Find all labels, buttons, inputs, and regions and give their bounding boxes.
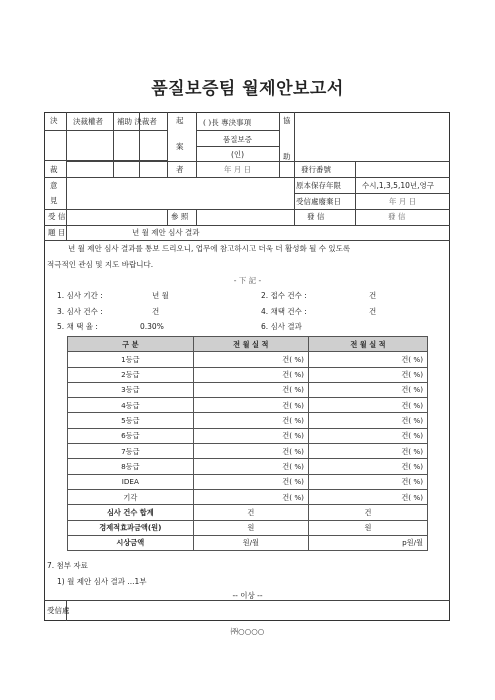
row-label: 3등급 bbox=[68, 382, 194, 397]
row-prev: 건( %) bbox=[193, 398, 308, 413]
sum-curr: 원 bbox=[308, 520, 427, 535]
sum-label: 경제적효과금액(원) bbox=[68, 520, 194, 535]
attachments-heading: 7. 첨부 자료 bbox=[47, 561, 88, 570]
rule bbox=[196, 209, 197, 225]
recipients-label: 受信處 bbox=[47, 606, 70, 615]
table-header-row bbox=[68, 337, 428, 352]
approval-gyeol-char: 決 bbox=[50, 116, 58, 125]
row-label: 1등급 bbox=[68, 352, 194, 367]
table-row bbox=[68, 413, 428, 428]
receipt-disposal-label: 受信處廢棄日 bbox=[296, 197, 341, 206]
row-curr: 건( %) bbox=[308, 474, 427, 489]
row-label: 7등급 bbox=[68, 444, 194, 459]
draft-date-placeholder: 年 月 日 bbox=[223, 165, 252, 174]
row-prev: 건( %) bbox=[193, 489, 308, 504]
receipt-disposal-date: 年 月 日 bbox=[388, 197, 417, 206]
subject-value: 년 월 제안 심사 결과 bbox=[132, 228, 200, 237]
table-row bbox=[68, 367, 428, 382]
rule bbox=[196, 146, 279, 147]
rule bbox=[167, 209, 168, 225]
rule bbox=[66, 112, 67, 240]
received-count-value: 건 bbox=[369, 291, 377, 300]
row-curr: 건( %) bbox=[308, 413, 427, 428]
rule bbox=[196, 130, 279, 131]
row-curr: 건( %) bbox=[308, 398, 427, 413]
company-footer: ㈜○○○○ bbox=[230, 627, 265, 636]
retention-period-value: 수시,1,3,5,10년,영구 bbox=[362, 181, 435, 190]
received-count-label: 2. 접수 건수 : bbox=[261, 291, 307, 300]
sum-row-economic-effect bbox=[68, 520, 428, 535]
row-prev: 건( %) bbox=[193, 367, 308, 382]
rule bbox=[44, 600, 450, 601]
rule bbox=[167, 112, 168, 177]
adoption-rate-value: 0.30% bbox=[140, 322, 164, 331]
rule bbox=[279, 112, 280, 177]
row-curr: 건( %) bbox=[308, 489, 427, 504]
row-prev: 건( %) bbox=[193, 352, 308, 367]
table-row bbox=[68, 489, 428, 504]
table-row bbox=[68, 459, 428, 474]
header-prev-month-2: 전 월 실 적 bbox=[308, 337, 427, 352]
row-label: 4등급 bbox=[68, 398, 194, 413]
rule bbox=[66, 161, 450, 162]
rule bbox=[355, 161, 356, 225]
row-curr: 건( %) bbox=[308, 459, 427, 474]
table-row bbox=[68, 352, 428, 367]
rule bbox=[44, 177, 450, 178]
approval-assistant-label: 補助 決裁者 bbox=[117, 117, 157, 126]
reviewed-count-value: 건 bbox=[152, 307, 160, 316]
dept-delegation-line: ( )長 專決事項 bbox=[203, 118, 252, 127]
cooperation-jo-char: 助 bbox=[283, 152, 291, 161]
row-label: 기각 bbox=[68, 489, 194, 504]
drafter-gi-char: 起 bbox=[176, 116, 184, 125]
review-results-table bbox=[67, 336, 428, 551]
reference-label: 參 照 bbox=[171, 212, 189, 221]
end-marker: -- 이상 -- bbox=[232, 591, 263, 600]
row-label: 5등급 bbox=[68, 413, 194, 428]
row-label: IDEA bbox=[68, 474, 194, 489]
row-prev: 건( %) bbox=[193, 459, 308, 474]
adoption-rate-label: 5. 채 택 율 : bbox=[57, 322, 98, 331]
rule bbox=[294, 112, 295, 225]
cooperation-hyeop-char: 協 bbox=[283, 116, 291, 125]
row-curr: 건( %) bbox=[308, 444, 427, 459]
sum-label: 시상금액 bbox=[68, 535, 194, 550]
receive-label: 受 信 bbox=[48, 212, 66, 221]
approval-jae-char: 裁 bbox=[50, 165, 58, 174]
row-curr: 건( %) bbox=[308, 382, 427, 397]
opinion-eui-char: 意 bbox=[50, 181, 58, 190]
table-row bbox=[68, 382, 428, 397]
retention-period-label: 原本保存年限 bbox=[296, 181, 341, 190]
approval-authority-label: 決裁權者 bbox=[73, 117, 103, 126]
sum-prev: 원 bbox=[193, 520, 308, 535]
row-label: 2등급 bbox=[68, 367, 194, 382]
drafter-ja-char: 者 bbox=[176, 165, 184, 174]
subject-label: 題 目 bbox=[48, 228, 66, 237]
sum-prev: 원/월 bbox=[193, 535, 308, 550]
rule bbox=[44, 240, 450, 241]
send-value: 發 信 bbox=[388, 212, 406, 221]
header-category: 구 분 bbox=[68, 337, 194, 352]
intro-line-2: 적극적인 관심 및 지도 바랍니다. bbox=[47, 260, 154, 269]
rule bbox=[44, 225, 450, 226]
document-title: 품질보증팀 월제안보고서 bbox=[151, 79, 344, 99]
sum-curr: 건 bbox=[308, 505, 427, 520]
row-prev: 건( %) bbox=[193, 428, 308, 443]
dept-name: 품질보증 bbox=[223, 135, 252, 144]
adopted-count-label: 4. 채택 건수 : bbox=[261, 307, 307, 316]
row-label: 8등급 bbox=[68, 459, 194, 474]
sum-row-total-reviews bbox=[68, 505, 428, 520]
row-label: 6등급 bbox=[68, 428, 194, 443]
intro-line-1: 년 월 제안 심사 결과를 통보 드리오니, 업무에 참고하시고 더욱 더 활성화 될 수 있도록 bbox=[68, 244, 351, 253]
rule bbox=[294, 193, 450, 194]
row-curr: 건( %) bbox=[308, 367, 427, 382]
table-row bbox=[68, 474, 428, 489]
row-curr: 건( %) bbox=[308, 352, 427, 367]
sum-curr: p원/월 bbox=[308, 535, 427, 550]
below-marker: - 下 記 - bbox=[233, 276, 262, 285]
opinion-gyeon-char: 見 bbox=[50, 196, 58, 205]
header-prev-month: 전 월 실 적 bbox=[193, 337, 308, 352]
row-prev: 건( %) bbox=[193, 444, 308, 459]
table-row bbox=[68, 398, 428, 413]
reviewed-count-label: 3. 심사 건수 : bbox=[57, 307, 103, 316]
adopted-count-value: 건 bbox=[369, 307, 377, 316]
row-curr: 건( %) bbox=[308, 428, 427, 443]
row-prev: 건( %) bbox=[193, 474, 308, 489]
sum-label: 심사 건수 합계 bbox=[68, 505, 194, 520]
issue-number-label: 發行番號 bbox=[301, 165, 331, 174]
review-result-label: 6. 심사 결과 bbox=[261, 322, 302, 331]
row-prev: 건( %) bbox=[193, 382, 308, 397]
rule bbox=[44, 209, 450, 210]
row-prev: 건( %) bbox=[193, 413, 308, 428]
sum-row-award-amount bbox=[68, 535, 428, 550]
review-period-value: 년 월 bbox=[152, 291, 169, 300]
rule bbox=[113, 112, 114, 177]
seal-placeholder: (인) bbox=[230, 150, 245, 159]
table-row bbox=[68, 428, 428, 443]
sum-prev: 건 bbox=[193, 505, 308, 520]
attachment-item-1: 1) 월 제안 심사 결과 ...1부 bbox=[57, 577, 147, 586]
drafter-an-char: 案 bbox=[176, 142, 184, 151]
rule bbox=[44, 130, 167, 131]
review-period-label: 1. 심사 기간 : bbox=[57, 291, 103, 300]
send-label: 發 信 bbox=[307, 212, 325, 221]
table-row bbox=[68, 444, 428, 459]
